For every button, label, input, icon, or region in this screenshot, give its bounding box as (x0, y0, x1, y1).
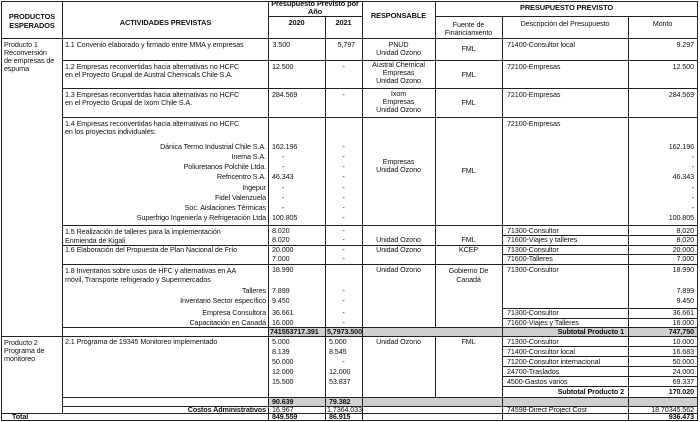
producto2-label-2: Programa de (4, 346, 45, 355)
a12-2021: - (342, 62, 345, 71)
p2-row-desc: 71200-Consultor internacional (507, 357, 600, 366)
a14-text-2: en los proyectos individuales: (65, 127, 156, 136)
a18-text (65, 266, 236, 284)
a18-item-2020: 16.000 (272, 318, 294, 327)
p2-row-2020: 5.000 (272, 337, 290, 346)
a14-item-name: Ingepur (242, 183, 266, 192)
a14-item-name: Inema S.A. (231, 152, 266, 161)
p2-row-2020: 15.500 (272, 377, 294, 386)
a12-text (65, 63, 239, 79)
a14-item-2020: - (281, 152, 285, 161)
a11-resp-2: Unidad Ozono (376, 48, 421, 57)
a14-item-2021: - (342, 142, 345, 151)
a18-fuente (435, 266, 502, 284)
hdr-presupuesto-anio-2: Año (307, 7, 323, 16)
hdr-bottom (1, 38, 698, 39)
a14-item-2020: - (281, 203, 285, 212)
a12-text-2: en el Proyecto Grupal de Austral Chemicals Chile S.A. (65, 70, 233, 79)
producto2-label-3: monitoreo (4, 354, 36, 363)
p2-row-2021: - (342, 357, 345, 366)
a14-item-2020: - (281, 162, 285, 171)
producto1-label-3: de empresas de (4, 56, 55, 65)
p2-row-monto: 69.337 (672, 377, 694, 386)
a13-2021: - (342, 90, 345, 99)
p2-row-2021: 8.545 (329, 347, 347, 356)
a13-resp-1: Ixom (390, 89, 407, 98)
subtotal2-label: Subtotal Producto 2 (557, 387, 624, 396)
p2-row-2021: 12.000 (329, 367, 351, 376)
a18-item-2020: 7.899 (272, 286, 290, 295)
a14-item-2020: 162.196 (272, 142, 298, 151)
hdr-productos (2, 12, 62, 30)
a13-text-2: en el Proyecto Grupal de Ixom Chile S.A. (65, 98, 193, 107)
a12-resp-3: Unidad Ozono (376, 76, 421, 85)
a11-2021: 5,797 (337, 40, 355, 49)
a14-text (65, 120, 239, 136)
a11-desc: 71400-Consultor local (507, 40, 575, 49)
a12-monto: 12.500 (672, 62, 694, 71)
a14-item-2021: - (342, 152, 345, 161)
a15-text-2: Enmienda de Kigali (65, 236, 126, 245)
p2-row-monto: 16.683 (672, 347, 694, 356)
a13-fuente: FML (461, 98, 476, 107)
a15-2021-1: - (342, 226, 345, 235)
a18-item-monto: 36.661 (672, 308, 694, 317)
hdr-year-2021: 2021 (335, 18, 352, 27)
a15-monto-1: 8.020 (676, 226, 694, 235)
subtotal2-monto: 170.020 (668, 387, 694, 396)
hdr-productos-1: PRODUCTOS (8, 12, 56, 21)
a18-item-name: Capacitación en Canadá (189, 318, 266, 327)
p2-row-2020: 8.139 (272, 347, 290, 356)
a12-resp (362, 61, 435, 85)
subtotal1-label: Subtotal Producto 1 (557, 327, 624, 336)
a14-item-name: Soc. Aislaciones Térmicas (184, 203, 266, 212)
total-monto: 936.473 (668, 412, 694, 421)
a14-item-name: Dánica Termo Industrial Chile S.A. (160, 142, 266, 151)
a18-item-monto: 9.450 (676, 296, 694, 305)
total-2020: 849.559 (272, 412, 298, 421)
hdr-fuente-2: Financiamiento (444, 28, 493, 37)
a18-text-1: 1.8 Inventarios sobre usos de HFC y alternativas en AA (65, 266, 237, 275)
hdr-presupuesto-anio-1: Presupuesto Previsto por (271, 0, 359, 8)
a15-text-1: 1.5 Realización de talleres para la implementación (65, 227, 221, 236)
a16-monto-1: 20.000 (672, 245, 694, 254)
subtotal2-2020: 90.639 (272, 397, 294, 406)
producto1-label-4: espuma (4, 64, 29, 73)
a14-item-monto: - (691, 183, 694, 192)
subtotal1-monto: 747,750 (668, 327, 694, 336)
a18-fuente-2: Canadá (456, 275, 481, 284)
producto2-label-1: Producto 2 (4, 338, 38, 347)
hdr-sub-line-years (268, 16, 362, 17)
a13-text (65, 91, 239, 107)
a18-monto-first: 18.990 (672, 265, 694, 274)
p2-row-desc: 71400-Consultor local (507, 347, 575, 356)
a11-text: 1.1 Convenio elaborado y firmado entre MMA y empresas (65, 40, 244, 49)
p2-row-desc: 4500-Gastos varios (507, 377, 568, 386)
hdr-presupuesto-previsto: PRESUPUESTO PREVISTO (519, 3, 613, 12)
a15-monto-2: 8.020 (676, 235, 694, 244)
total-2021: 86.915 (329, 412, 351, 421)
a21-fuente: FML (461, 337, 476, 346)
a13-resp-3: Unidad Ozono (376, 105, 421, 114)
a14-item-2020: 46.343 (272, 172, 294, 181)
a18-item-2020: 9.450 (272, 296, 290, 305)
hdr-actividades: ACTIVIDADES PREVISTAS (119, 18, 212, 27)
a14-item-name: Poliuretanos Polchile Ltda. (183, 162, 266, 171)
a12-2020: 12.500 (272, 62, 294, 71)
a13-resp (362, 90, 435, 114)
a15-text (65, 227, 221, 245)
a18-item-2020: 36.661 (272, 308, 294, 317)
a15-2020-2: 8.020 (272, 235, 290, 244)
p2-row-monto: 24.000 (672, 367, 694, 376)
a21-text: 2.1 Programa de 19345 Monitoreo implementado (65, 337, 218, 346)
subtotal1-2020: 741553717.391 (270, 327, 319, 336)
a16-2021-1: - (342, 245, 345, 254)
col-line-6 (502, 16, 503, 421)
hdr-fuente (435, 21, 502, 37)
col-line-1 (62, 1, 63, 413)
a14-text-1: 1.4 Empresas reconvertidas hacia alternativas no HCFC (65, 119, 240, 128)
a14-item-2021: - (342, 172, 345, 181)
a18-desc: 71300-Consultor (507, 265, 559, 274)
a15-resp: Unidad Ozono (376, 235, 421, 244)
a13-monto: 284.569 (668, 90, 694, 99)
p2-row-desc: 24700-Traslados (507, 367, 560, 376)
a11-monto: 9.297 (676, 40, 694, 49)
a12-resp-2: Empresas (382, 68, 415, 77)
hdr-sub-line-presup (435, 16, 698, 17)
hdr-descripcion: Descripción del Presupuesto (520, 19, 610, 28)
a14-item-name: Refricentro S.A. (216, 172, 266, 181)
hdr-year-2020: 2020 (288, 18, 305, 27)
a15-fuente: FML (461, 235, 476, 244)
a18-desc-more-2: 71600-Viajes y Talleres (507, 318, 579, 327)
producto2-label (4, 339, 44, 363)
a16-desc-2: 71600-Talleres (507, 254, 553, 263)
col-line-7 (628, 16, 629, 421)
a16-monto-2: 7.000 (676, 254, 694, 263)
a18-item-2021: - (342, 318, 345, 327)
hdr-responsable: RESPONSABLE (370, 11, 427, 20)
a14-item-name: Fidel Valenzuela (214, 193, 266, 202)
a16-2020-1: 20.000 (272, 245, 294, 254)
a18-item-name: Inventario Sector específico (180, 296, 266, 305)
a14-item-2020: - (281, 193, 285, 202)
a15-desc-1: 71300-Consultor (507, 226, 559, 235)
a15-desc-2: 71600-Viajes y talleres (507, 235, 578, 244)
a12-fuente: FML (461, 70, 476, 79)
a14-resp-2: Unidad Ozono (376, 165, 421, 174)
a18-item-2021: - (342, 286, 345, 295)
a18-desc-more-1: 71300-Consultor (507, 308, 559, 317)
a18-item-2021: - (342, 308, 345, 317)
p2-row-2020: 12.000 (272, 367, 294, 376)
a18-item-2021: - (342, 296, 345, 305)
border-right (697, 1, 698, 421)
a14-item-monto: 162.196 (668, 142, 694, 151)
a16-resp: Unidad Ozono (376, 245, 421, 254)
subtotal2-2021: 79.382 (329, 397, 351, 406)
a14-item-name: Superfrigo Ingeniería y Refrigeración Ltda (136, 213, 266, 222)
a14-fuente: FML (461, 166, 476, 175)
a18-item-name: Empresa Consultora (202, 308, 266, 317)
p2-row-2021: 5.000 (329, 337, 347, 346)
a18-resp: Unidad Ozono (376, 265, 421, 274)
a14-item-monto: - (691, 203, 694, 212)
a16-2021-2: - (342, 254, 345, 263)
a14-item-monto: 100.805 (668, 213, 694, 222)
costos-label: Costos Administrativos (187, 405, 266, 414)
a15-2020-1: 8.020 (272, 226, 290, 235)
costos-2021: 1,7364.033 (327, 405, 362, 414)
costos-desc: 74598-Direct Project Cost (507, 405, 587, 414)
a12-resp-1: Austral Chemical (372, 60, 425, 69)
a11-2020: 3.500 (272, 40, 290, 49)
a16-2020-2: 7.000 (272, 254, 290, 263)
a14-item-2021: - (342, 213, 345, 222)
row-line-a14 (62, 225, 698, 226)
a14-resp (362, 158, 435, 174)
hdr-monto: Monto (652, 19, 673, 28)
a18-fuente-1: Gobierno De (448, 266, 489, 275)
a15-2021-2: - (342, 235, 345, 244)
a12-desc: 72100-Empresas (507, 62, 561, 71)
subtotal1-2021: 5,7973.500 (327, 327, 362, 336)
border-left (1, 1, 2, 421)
a14-item-monto: - (691, 193, 694, 202)
hdr-presupuesto-anio (268, 0, 362, 16)
a14-item-2020: - (281, 183, 285, 192)
a14-item-2021: - (342, 193, 345, 202)
a11-fuente: FML (461, 44, 476, 53)
a18-item-monto: 16.000 (672, 318, 694, 327)
p2-row-2020: 50.000 (272, 357, 294, 366)
row-line-a12 (62, 88, 698, 89)
p2-row-monto: 50.000 (672, 357, 694, 366)
a13-2020: 284.569 (272, 90, 298, 99)
a11-resp (362, 41, 435, 57)
producto1-label-2: Reconversión (4, 48, 47, 57)
a14-item-monto: - (691, 162, 694, 171)
total-label: Total (12, 412, 29, 421)
a18-item-monto: 7.899 (676, 286, 694, 295)
a14-item-2020: 100.805 (272, 213, 298, 222)
a13-desc: 72100-Empresas (507, 90, 561, 99)
a16-desc-1: 71300-Consultor (507, 245, 559, 254)
p2-row-2021: 53.837 (329, 377, 351, 386)
a14-resp-1: Empresas (382, 157, 415, 166)
a16-fuente: KCEP (458, 245, 479, 254)
a18-text-2: móvil, Transporte refrigerado y Supermercados (65, 275, 211, 284)
a14-item-monto: - (691, 152, 694, 161)
costos-2020: 16.967 (272, 405, 294, 414)
hdr-productos-2: ESPERADOS (9, 21, 55, 30)
a14-item-monto: 46.343 (672, 172, 694, 181)
a13-text-1: 1.3 Empresas reconvertidas hacia alternativas no HCFC (65, 90, 240, 99)
p2-row-monto: 10.000 (672, 337, 694, 346)
a14-desc: 72100-Empresas (507, 119, 561, 128)
a14-item-2021: - (342, 162, 345, 171)
row-line-sub2 (62, 397, 698, 398)
a14-item-2021: - (342, 183, 345, 192)
a13-resp-2: Empresas (382, 97, 415, 106)
a14-item-2021: - (342, 203, 345, 212)
costos-monto: 18.70345.562 (651, 405, 694, 414)
row-line-a13 (62, 117, 698, 118)
hdr-fuente-1: Fuente de (452, 20, 485, 29)
a21-resp: Unidad Ozono (376, 337, 421, 346)
producto1-label (4, 41, 54, 73)
a18-item-name: Talleres (242, 286, 266, 295)
p2-row-desc: 71300-Consultor (507, 337, 559, 346)
a12-text-1: 1.2 Empresas reconvertidas hacia alternativas no HCFC (65, 62, 240, 71)
a11-resp-1: PNUD (388, 40, 409, 49)
a16-text: 1.6 Elaboración del Propuesta de Plan Nacional de Frío (65, 245, 238, 254)
a18-2020-first: 18.990 (272, 265, 294, 274)
producto1-label-1: Producto 1 (4, 40, 38, 49)
